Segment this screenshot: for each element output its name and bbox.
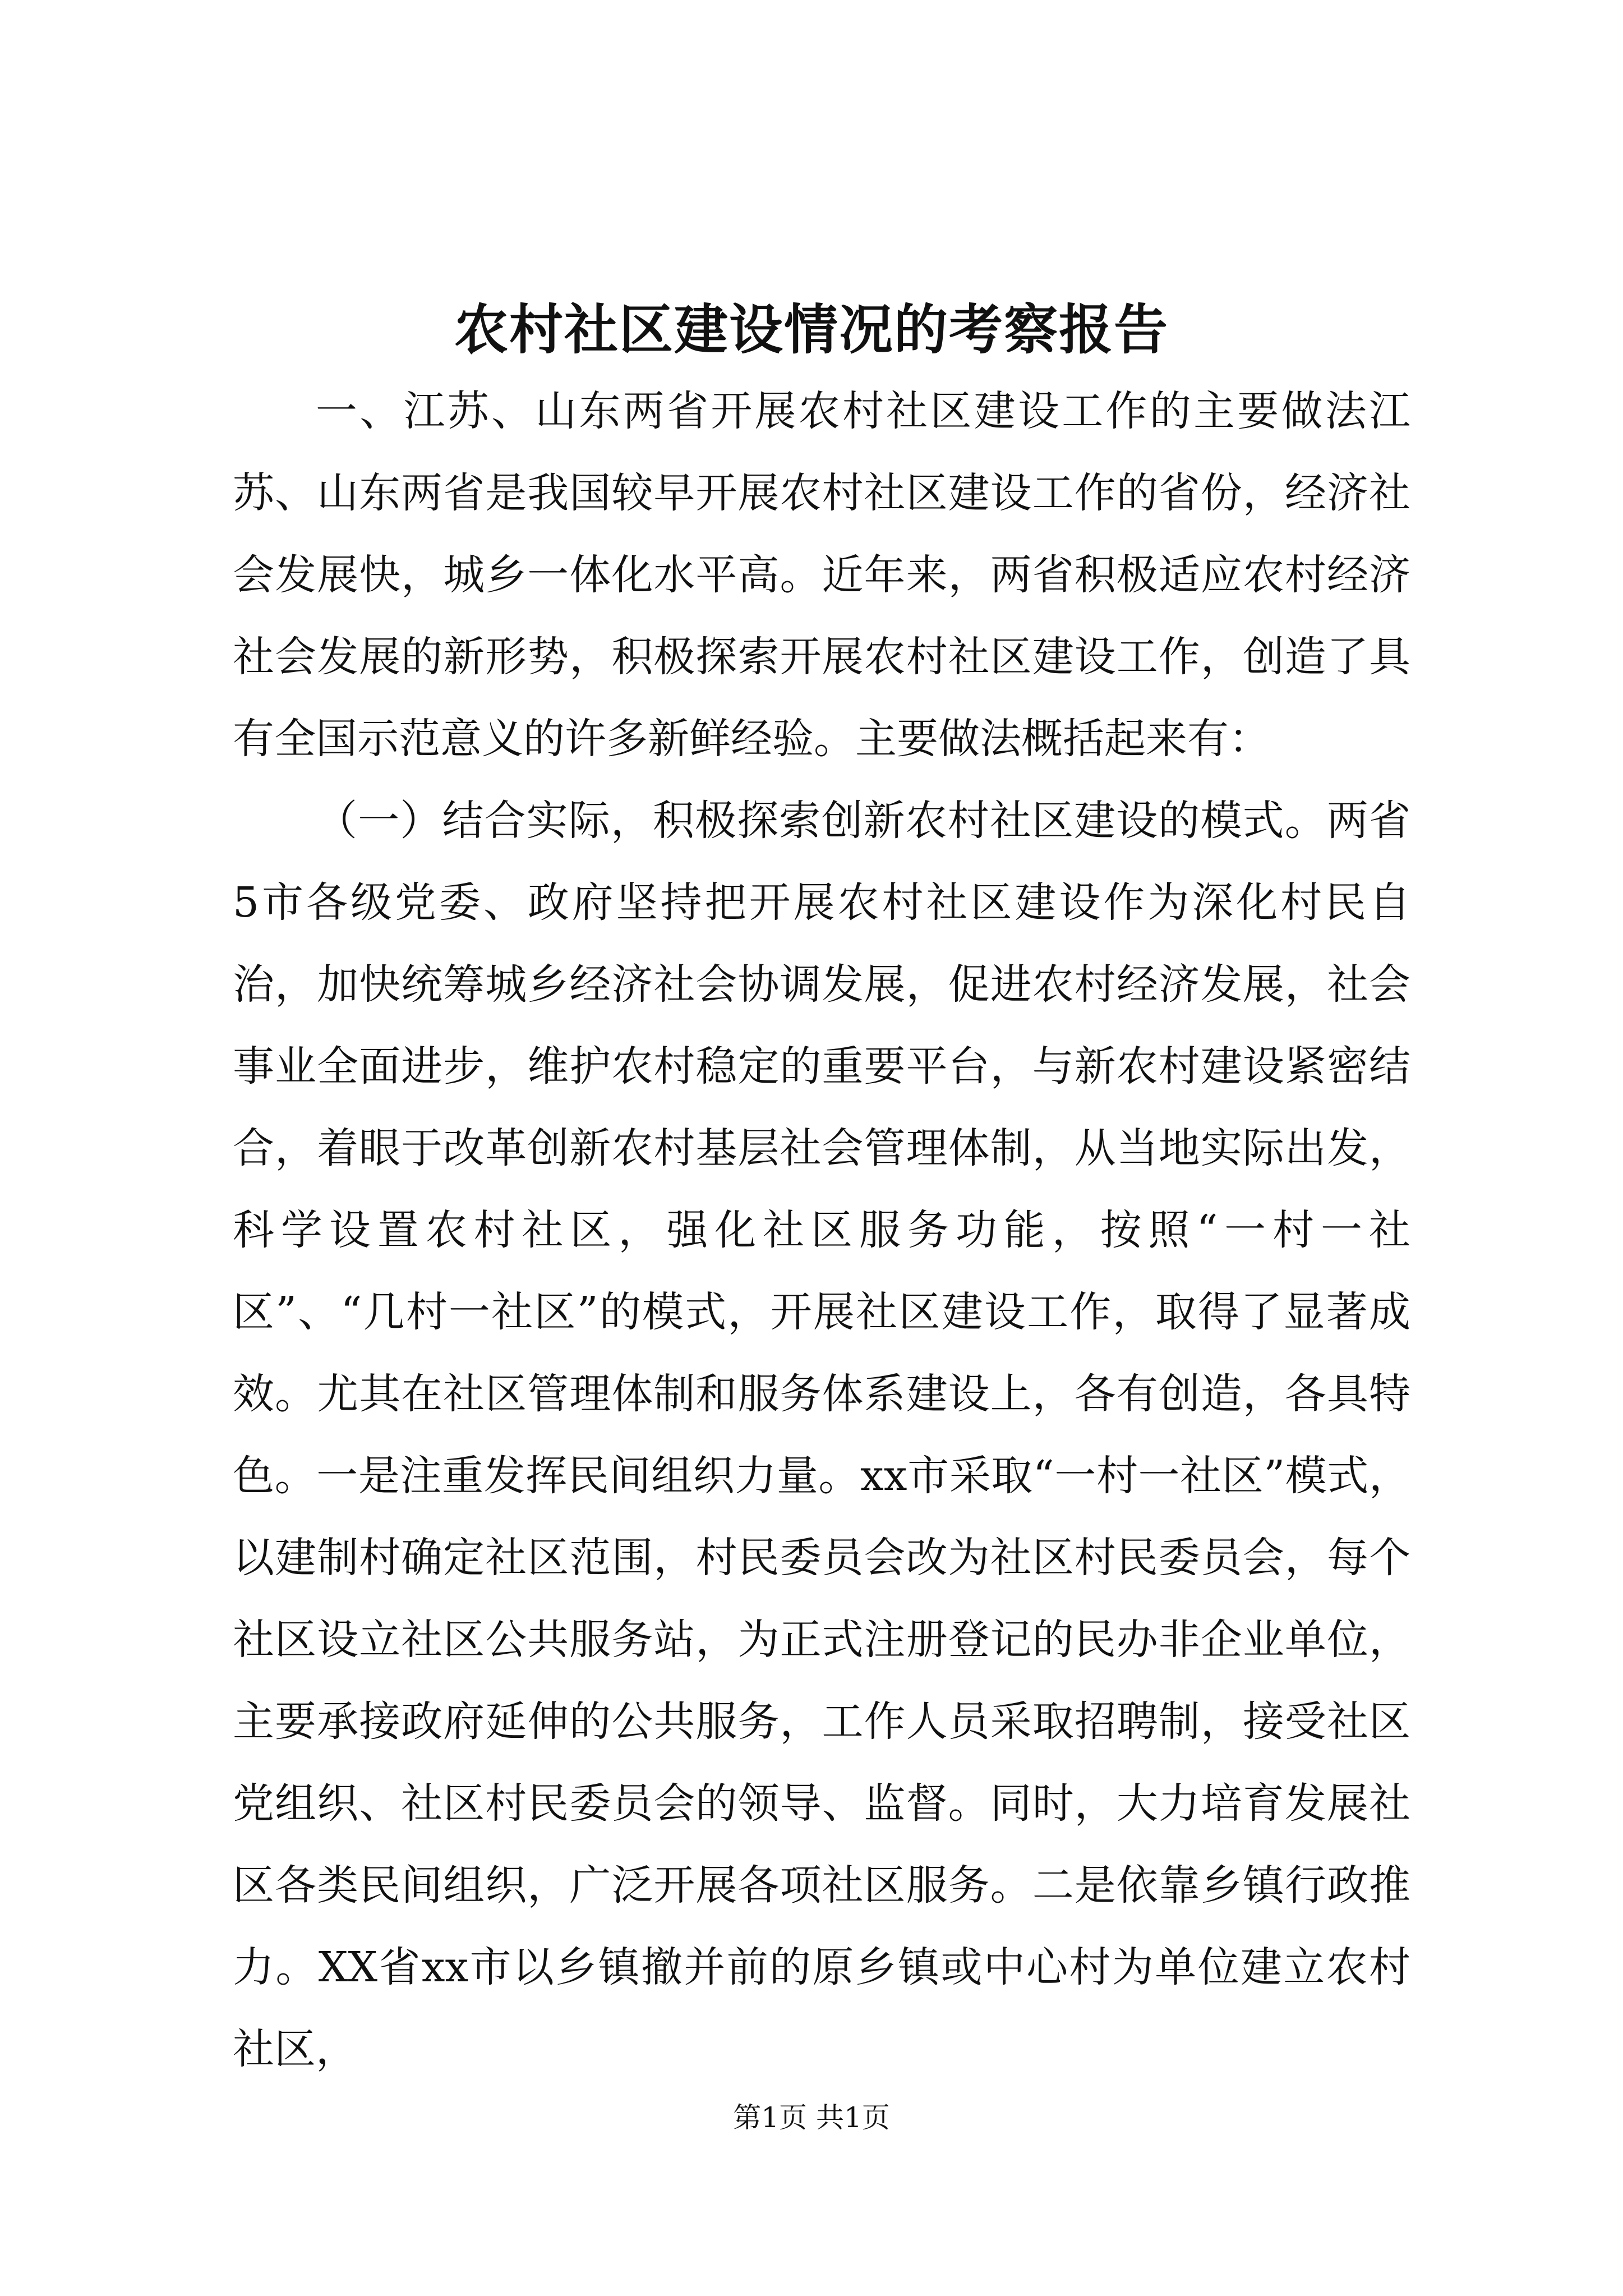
document-title: 农村社区建设情况的考察报告	[454, 298, 1169, 361]
paragraph-1: 一、江苏、山东两省开展农村社区建设工作的主要做法江苏、山东两省是我国较早开展农村社区建设工作的省份，经济社会发展快，城乡一体化水平高。近年来，两省积极适应农村经济社会发展的新形势，积极探索开展农村社区建设工作，创造了具有全国示范意义的许多新鲜经验。主要做法概括起来有：	[233, 387, 1410, 763]
page-footer: 第1页 共1页	[733, 2101, 890, 2134]
document-body	[233, 370, 1410, 2090]
paragraph-2: （一）结合实际，积极探索创新农村社区建设的模式。两省5市各级党委、政府坚持把开展农村社区建设作为深化村民自治，加快统筹城乡经济社会协调发展，促进农村经济发展，社会事业全面进步，维护农村稳定的重要平台，与新农村建设紧密结合，着眼于改革创新农村基层社会管理体制，从当地实际出发，科学设置农村社区，强化社区服务功能，按照“一村一社区”、“几村一社区”的模式，开展社区建设工作，取得了显著成效。尤其在社区管理体制和服务体系建设上，各有创造，各具特色。一是注重发挥民间组织力量。xx市采取“一村一社区”模式，以建制村确定社区范围，村民委员会改为社区村民委员会，每个社区设立社区公共服务站，为正式注册登记的民办非企业单位，主要承接政府延伸的公共服务，工作人员采取招聘制，接受社区党组织、社区村民委员会的领导、监督。同时，大力培育发展社区各类民间组织，广泛开展各项社区服务。二是依靠乡镇行政推力。XX省xx市以乡镇撤并前的原乡镇或中心村为单位建立农村社区，	[233, 797, 1410, 2073]
